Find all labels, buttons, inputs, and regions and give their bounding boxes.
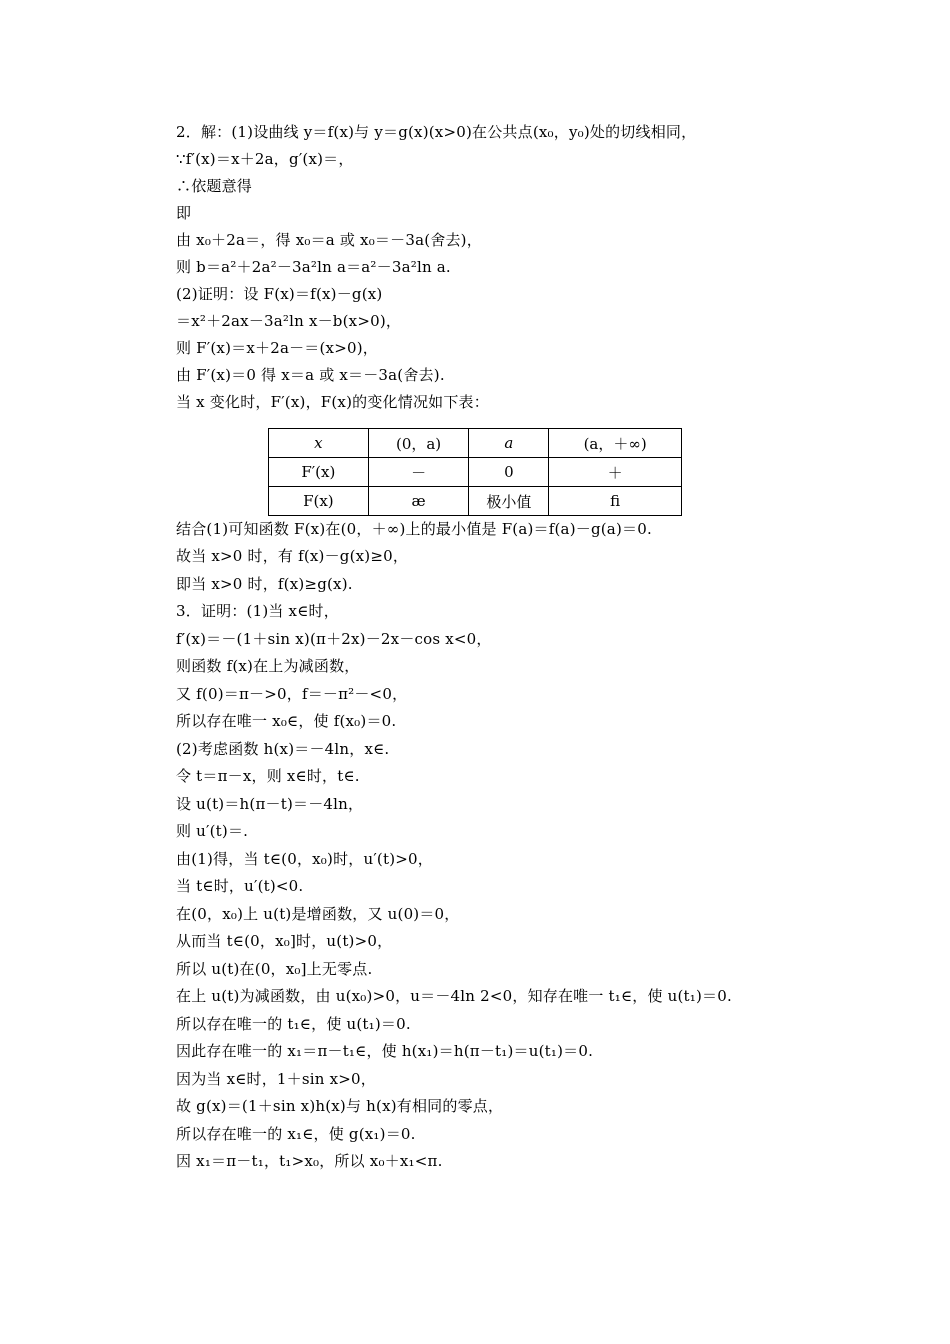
- text-line: 在(0，x₀)上 u(t)是增函数，又 u(0)＝0，: [176, 905, 460, 923]
- table-cell: ＋: [549, 458, 682, 487]
- table-cell: a: [469, 429, 549, 458]
- text-line: 因此存在唯一的 x₁＝π－t₁∈，使 h(x₁)＝h(π－t₁)＝u(t₁)＝0.: [176, 1042, 594, 1060]
- text-line: ∵f′(x)＝x＋2a，g′(x)＝，: [176, 150, 354, 168]
- table-cell: æ: [368, 487, 469, 516]
- text-line: 令 t＝π－x，则 x∈时，t∈.: [176, 767, 360, 785]
- text-line: (2)证明：设 F(x)＝f(x)－g(x): [176, 285, 383, 303]
- table-cell: 0: [469, 458, 549, 487]
- text-line: ∴依题意得: [176, 177, 253, 195]
- table-row: [269, 458, 682, 487]
- text-line: 所以存在唯一 x₀∈，使 f(x₀)＝0.: [176, 712, 397, 730]
- text-line: 所以存在唯一的 t₁∈，使 u(t₁)＝0.: [176, 1015, 411, 1033]
- text-line: 所以 u(t)在(0，x₀]上无零点.: [176, 960, 373, 978]
- text-line: 因为当 x∈时，1＋sin x>0，: [176, 1070, 376, 1088]
- text-line: 所以存在唯一的 x₁∈，使 g(x₁)＝0.: [176, 1125, 416, 1143]
- text-line: 设 u(t)＝h(π－t)＝－4ln，: [176, 795, 364, 813]
- text-line: 即: [176, 204, 192, 222]
- text-line: 当 x 变化时，F′(x)，F(x)的变化情况如下表：: [176, 393, 489, 411]
- text-line: 又 f(0)＝π－>0，f＝－π²－<0，: [176, 685, 408, 703]
- text-line: 即当 x>0 时，f(x)≥g(x).: [176, 575, 353, 593]
- table-row: [269, 487, 682, 516]
- table-cell: －: [368, 458, 469, 487]
- table-cell: F(x): [269, 487, 369, 516]
- text-line: 由(1)得，当 t∈(0，x₀)时，u′(t)>0，: [176, 850, 433, 868]
- text-line: 故 g(x)＝(1＋sin x)h(x)与 h(x)有相同的零点，: [176, 1097, 504, 1115]
- text-line: 2．解：(1)设曲线 y＝f(x)与 y＝g(x)(x>0)在公共点(x₀，y₀)处的切线相同，: [176, 123, 697, 141]
- table-cell: (a，＋∞): [549, 429, 682, 458]
- text-line: 因 x₁＝π－t₁，t₁>x₀，所以 x₀＋x₁<π.: [176, 1152, 443, 1170]
- text-line: 从而当 t∈(0，x₀]时，u(t)>0，: [176, 932, 393, 950]
- text-line: (2)考虑函数 h(x)＝－4ln，x∈.: [176, 740, 390, 758]
- text-line: 则 u′(t)＝.: [176, 822, 249, 840]
- text-line: 当 t∈时，u′(t)<0.: [176, 877, 304, 895]
- table-cell: (0，a): [368, 429, 469, 458]
- table-row: [269, 429, 682, 458]
- text-line: 则 F′(x)＝x＋2a－＝(x>0)，: [176, 339, 378, 357]
- table-cell: F′(x): [269, 458, 369, 487]
- table-cell: x: [269, 429, 369, 458]
- text-line: ＝x²＋2ax－3a²ln x－b(x>0)，: [176, 312, 402, 330]
- text-line: 由 x₀＋2a＝，得 x₀＝a 或 x₀＝－3a(舍去)，: [176, 231, 482, 249]
- text-line: 在上 u(t)为减函数，由 u(x₀)>0，u＝－4ln 2<0，知存在唯一 t₁∈，使 u(t₁)＝0.: [176, 987, 732, 1005]
- variation-table: [268, 428, 682, 516]
- table-cell: ﬁ: [549, 487, 682, 516]
- table-cell: 极小值: [469, 487, 549, 516]
- text-line: 则函数 f(x)在上为减函数，: [176, 657, 360, 675]
- text-line: 由 F′(x)＝0 得 x＝a 或 x＝－3a(舍去).: [176, 366, 445, 384]
- text-line: 结合(1)可知函数 F(x)在(0，＋∞)上的最小值是 F(a)＝f(a)－g(a)＝0.: [176, 520, 652, 538]
- text-line: 则 b＝a²＋2a²－3a²ln a＝a²－3a²ln a.: [176, 258, 451, 276]
- text-line: f′(x)＝－(1＋sin x)(π＋2x)－2x－cos x<0，: [176, 630, 492, 648]
- text-line: 3．证明：(1)当 x∈时，: [176, 602, 339, 620]
- text-line: 故当 x>0 时，有 f(x)－g(x)≥0，: [176, 547, 409, 565]
